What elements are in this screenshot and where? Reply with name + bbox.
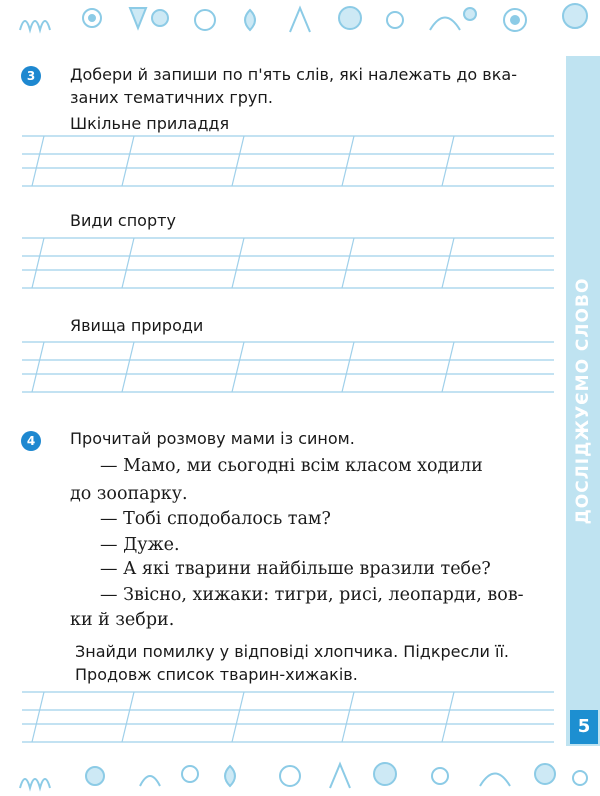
page-number: 5 bbox=[570, 710, 598, 744]
group-label-nature-phenomena: Явища природи bbox=[70, 316, 204, 335]
section-title bbox=[566, 56, 600, 746]
dialogue-line-6: — Звісно, хижаки: тигри, рисі, леопарди, вов- bbox=[100, 585, 524, 605]
section-title-text: ДОСЛІДЖУЄМО СЛОВО bbox=[573, 277, 593, 525]
task-4-subtask-line2: Продовж список тварин-хижаків. bbox=[75, 665, 358, 684]
task-3-instruction-line1: Добери й запиши по п'ять слів, які належать до вка- bbox=[70, 65, 517, 84]
task-4-badge: 4 bbox=[21, 431, 41, 451]
dialogue-line-2: до зоопарку. bbox=[70, 484, 188, 504]
dialogue-line-1: — Мамо, ми сьогодні всім класом ходили bbox=[100, 456, 483, 476]
writing-lines-predators[interactable] bbox=[22, 686, 554, 748]
top-decoration bbox=[0, 0, 600, 40]
writing-lines-school-supplies[interactable] bbox=[22, 130, 554, 192]
dialogue-line-5: — А які тварини найбільше вразили тебе? bbox=[100, 559, 491, 579]
task-3-instruction-line2: заних тематичних груп. bbox=[70, 88, 273, 107]
task-4-instruction: Прочитай розмову мами із сином. bbox=[70, 429, 355, 448]
task-3-badge: 3 bbox=[21, 66, 41, 86]
group-label-school-supplies: Шкільне приладдя bbox=[70, 114, 230, 133]
bottom-decoration bbox=[0, 756, 600, 796]
dialogue-line-4: — Дуже. bbox=[100, 535, 180, 555]
dialogue-line-3: — Тобі сподобалось там? bbox=[100, 509, 331, 529]
dialogue-line-7: ки й зебри. bbox=[70, 610, 175, 630]
writing-lines-nature-phenomena[interactable] bbox=[22, 336, 554, 398]
writing-lines-sports[interactable] bbox=[22, 232, 554, 294]
group-label-sports: Види спорту bbox=[70, 211, 176, 230]
task-4-subtask-line1: Знайди помилку у відповіді хлопчика. Підкресли її. bbox=[75, 642, 509, 661]
